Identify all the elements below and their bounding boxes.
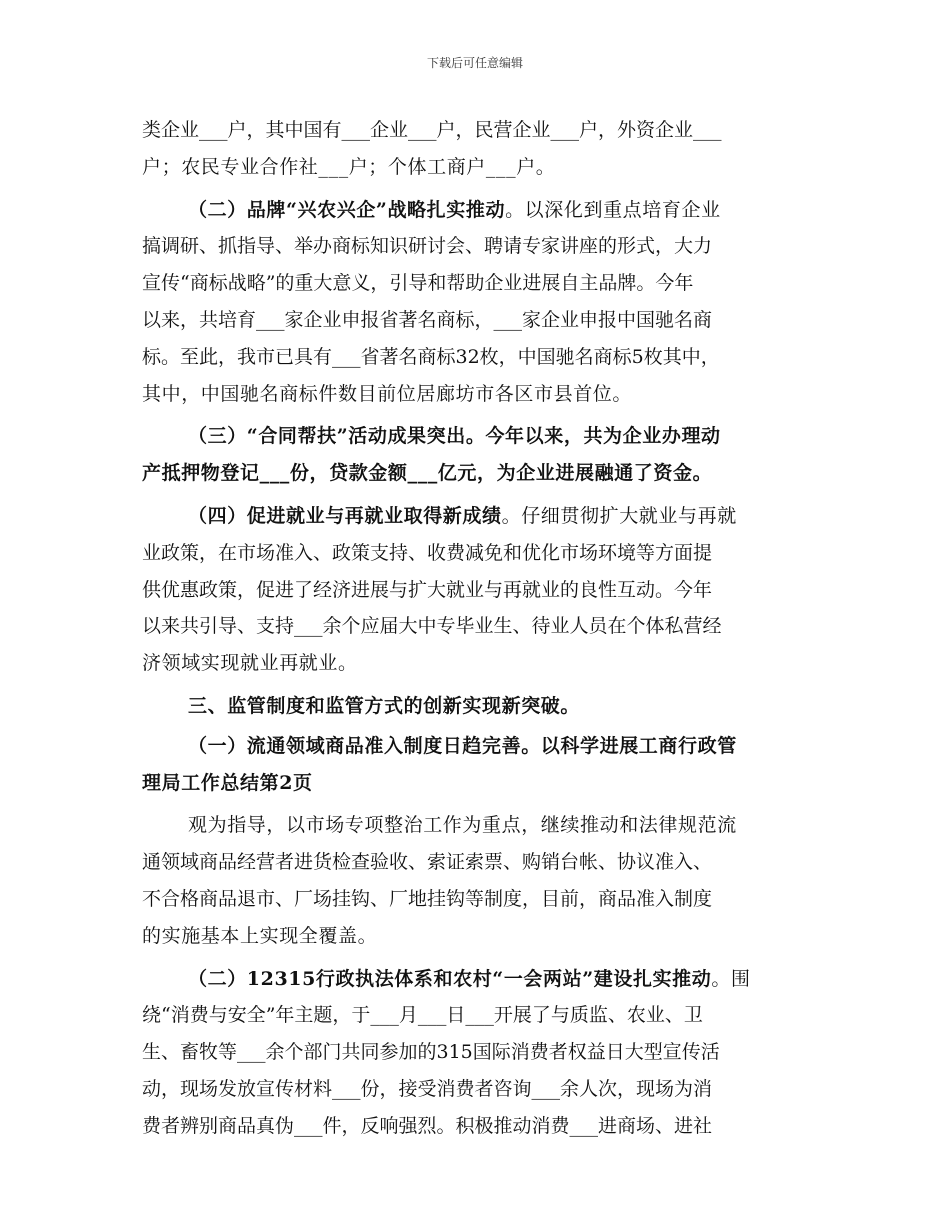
line-text: 观为指导，以市场专项整治工作为重点，继续推动和法律规范流 [188, 814, 737, 837]
body-line [142, 608, 810, 645]
line-text: 通领域商品经营者进货检查验收、索证索票、购销台帐、协议准入、 [142, 851, 713, 874]
section-heading: （二）12315行政执法体系和农村“一会两站”建设扎实推动 [188, 967, 712, 990]
section-heading: （三）“合同帮扶”活动成果突出。今年以来，共为企业办理动 [188, 425, 721, 448]
line-text: 。仔细贯彻扩大就业与再就 [501, 504, 737, 527]
section-line [142, 728, 810, 765]
line-text: 以来，共培育___家企业申报省著名商标，___家企业申报中国驰名商 [142, 308, 713, 331]
body-line [142, 844, 810, 881]
section-line [142, 961, 810, 998]
line-text: 动，现场发放宣传材料___份，接受消费者咨询___余人次，现场为消 [142, 1077, 713, 1100]
line-text: 。以深化到重点培育企业 [505, 198, 721, 221]
body-line [142, 1034, 810, 1071]
line-text: 类企业___户，其中国有___企业___户，民营企业___户，外资企业___ [142, 119, 722, 141]
line-text: 宣传“商标战略”的重大意义，引导和帮助企业进展自主品牌。今年 [142, 272, 694, 295]
document-body [142, 112, 810, 1145]
body-line [142, 881, 810, 918]
body-line [142, 376, 810, 413]
body-line [142, 302, 810, 339]
line-text: 其中，中国驰名商标件数目前位居廊坊市各区市县首位。 [142, 382, 633, 405]
body-line [142, 265, 810, 302]
line-text: 绕“消费与安全”年主题，于___月___日___开展了与质监、农业、卫 [142, 1004, 703, 1027]
section-heading: （一）流通领域商品准入制度日趋完善。以科学进展工商行政管 [188, 734, 737, 757]
body-line [142, 149, 810, 186]
line-text: 。围 [711, 967, 751, 990]
line-text: 生、畜牧等___余个部门共同参加的315国际消费者权益日大型宣传活 [142, 1041, 720, 1064]
line-text: 搞调研、抓指导、举办商标知识研讨会、聘请专家讲座的形式，大力 [142, 235, 713, 258]
chapter-heading [142, 688, 810, 725]
body-line [142, 997, 810, 1034]
body-line [142, 1108, 810, 1145]
body-line [142, 455, 810, 492]
line-text: 费者辨别商品真伪___件，反响强烈。积极推动消费___进商场、进社 [142, 1114, 713, 1137]
body-line [142, 112, 810, 149]
body-line [142, 572, 810, 609]
line-text: 不合格商品退市、厂场挂钩、厂地挂钩等制度，目前，商品准入制度 [142, 887, 713, 910]
line-text: 供优惠政策，促进了经济进展与扩大就业与再就业的良性互动。今年 [142, 578, 713, 601]
line-text: 的实施基本上实现全覆盖。 [142, 924, 378, 947]
line-text: 以来共引导、支持___余个应届大中专毕业生、待业人员在个体私营经 [142, 615, 722, 638]
page-header: 下载后可任意编辑 [426, 56, 523, 70]
line-text: 产抵押物登记___份，贷款金额___亿元，为企业进展融通了资金。 [142, 462, 713, 485]
body-line [142, 1071, 810, 1108]
section-line [142, 192, 810, 229]
body-line [142, 339, 810, 376]
line-text: 理局工作总结第2页 [142, 771, 313, 794]
line-text: 标。至此，我市已具有___省著名商标32枚，中国驰名商标5枚其中， [142, 345, 720, 368]
section-heading: （四）促进就业与再就业取得新成绩 [188, 504, 502, 527]
section-line [142, 418, 810, 455]
body-line [142, 765, 810, 802]
line-text: 户；农民专业合作社___户；个体工商户___户。 [142, 155, 556, 178]
body-line [142, 807, 810, 844]
heading-text: 三、监管制度和监管方式的创新实现新突破。 [188, 694, 581, 717]
section-heading: （二）品牌“兴农兴企”战略扎实推动 [188, 198, 506, 221]
line-text: 济领域实现就业再就业。 [142, 652, 358, 675]
body-line [142, 918, 810, 955]
line-text: 业政策，在市场准入、政策支持、收费减免和优化市场环境等方面提 [142, 541, 713, 564]
body-line [142, 535, 810, 572]
body-line [142, 645, 810, 682]
section-line [142, 498, 810, 535]
body-line [142, 228, 810, 265]
